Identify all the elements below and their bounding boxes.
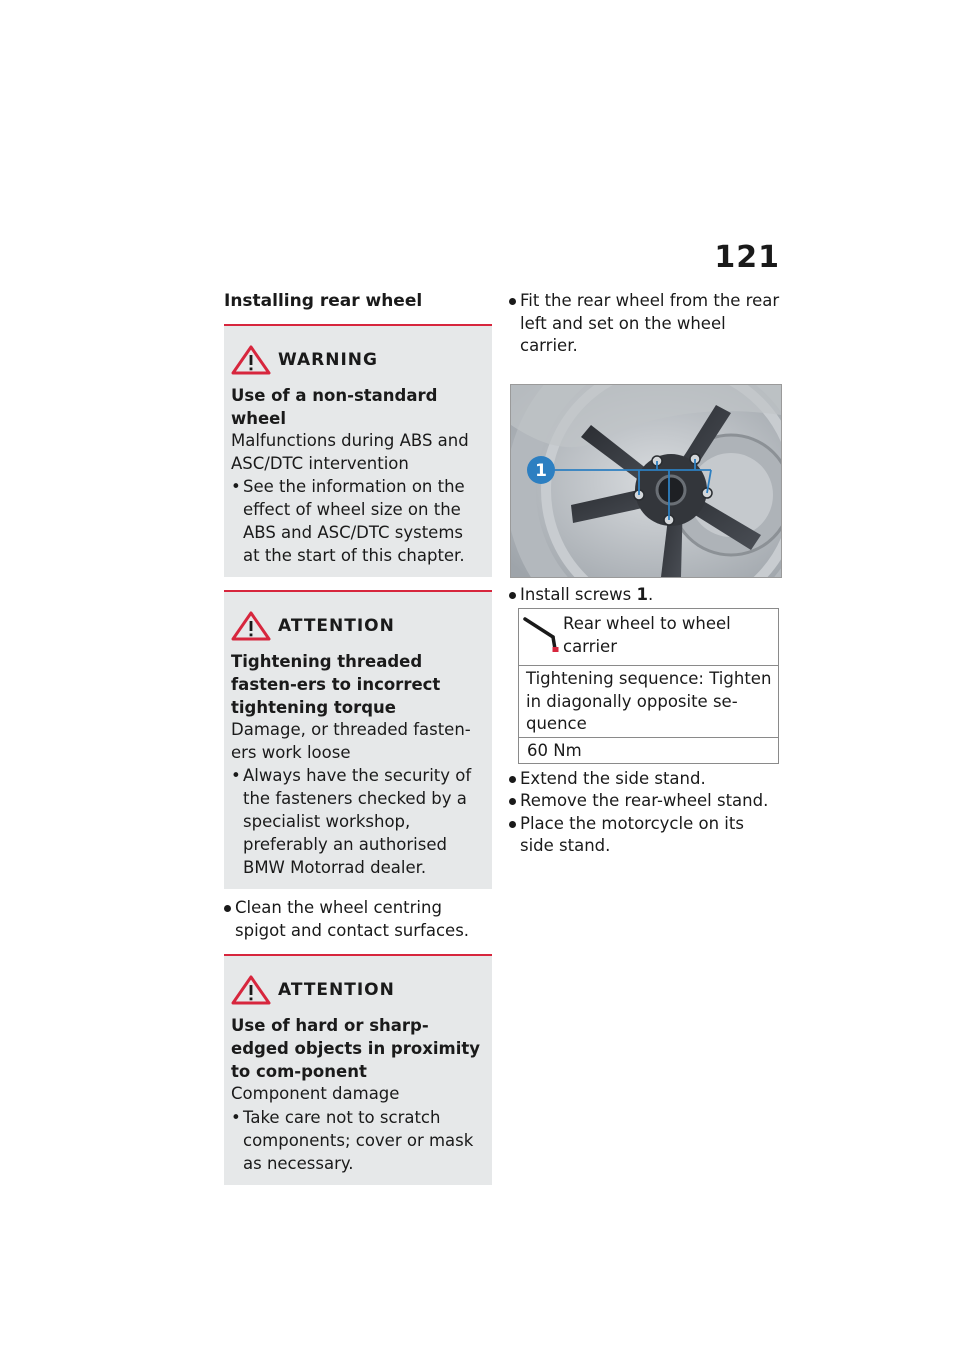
warning-title: Use of a non-standard wheel <box>231 386 438 428</box>
step-item: Clean the wheel centring spigot and contact surfaces. <box>224 897 492 942</box>
left-column <box>224 288 492 1193</box>
rear-wheel-figure <box>510 384 782 578</box>
attention-header <box>231 610 484 642</box>
attention-bullets <box>231 764 484 879</box>
right-column <box>509 288 781 858</box>
attention-title: Tightening threaded fasten-ers to incorrect tightening torque <box>231 652 441 717</box>
attention-header <box>231 974 484 1006</box>
spec-title: Rear wheel to wheel carrier <box>563 614 731 656</box>
section-heading: Installing rear wheel <box>224 291 423 311</box>
warning-label: WARNING <box>278 350 378 370</box>
figure-callout-1: 1 <box>535 460 547 481</box>
spec-sequence: Tightening sequence: Tighten in diagonally opposite se-quence <box>519 666 778 738</box>
page-number: 121 <box>714 240 780 275</box>
attention-title: Use of hard or sharp-edged objects in proximity to com-ponent <box>231 1016 481 1081</box>
torque-spec-table <box>518 608 779 764</box>
step-list-clean <box>224 897 492 942</box>
warning-triangle-icon <box>231 345 271 375</box>
warning-triangle-icon <box>231 611 271 641</box>
attention-box-torque <box>224 590 492 889</box>
step-item: Fit the rear wheel from the rear left and set on the wheel carrier. <box>509 290 781 358</box>
attention-text: Damage, or threaded fasten-ers work loose <box>231 720 471 762</box>
list-item: • See the information on the effect of wheel size on the ABS and ASC/DTC systems at the start of this chapter. <box>231 475 484 567</box>
step-item: Extend the side stand. <box>509 768 781 791</box>
warning-text: Malfunctions during ABS and ASC/DTC intervention <box>231 431 469 473</box>
attention-box-sharp <box>224 954 492 1185</box>
attention-label: ATTENTION <box>278 980 395 1000</box>
install-suffix: . <box>647 584 654 604</box>
install-ref: 1 <box>636 584 648 604</box>
attention-label: ATTENTION <box>278 616 395 636</box>
step-item: Remove the rear-wheel stand. <box>509 790 781 813</box>
install-text: Install screws <box>520 584 637 604</box>
warning-bullets <box>231 475 484 567</box>
torque-wrench-icon <box>519 609 563 665</box>
warning-header <box>231 344 484 376</box>
attention-bullets <box>231 1106 484 1175</box>
list-item: • Take care not to scratch components; cover or mask as necessary. <box>231 1106 484 1175</box>
spec-header <box>519 609 778 666</box>
step-list-fit <box>509 290 781 358</box>
attention-text: Component damage <box>231 1084 400 1103</box>
warning-triangle-icon <box>231 975 271 1005</box>
spec-value: 60 Nm <box>527 740 582 760</box>
step-item <box>509 584 781 607</box>
warning-box <box>224 324 492 577</box>
step-list-final <box>509 768 781 858</box>
step-item: Place the motorcycle on its side stand. <box>509 813 781 858</box>
step-list-install <box>509 584 781 607</box>
list-item: • Always have the security of the fasteners checked by a specialist workshop, preferably an authorised BMW Motorrad dealer. <box>231 764 484 879</box>
